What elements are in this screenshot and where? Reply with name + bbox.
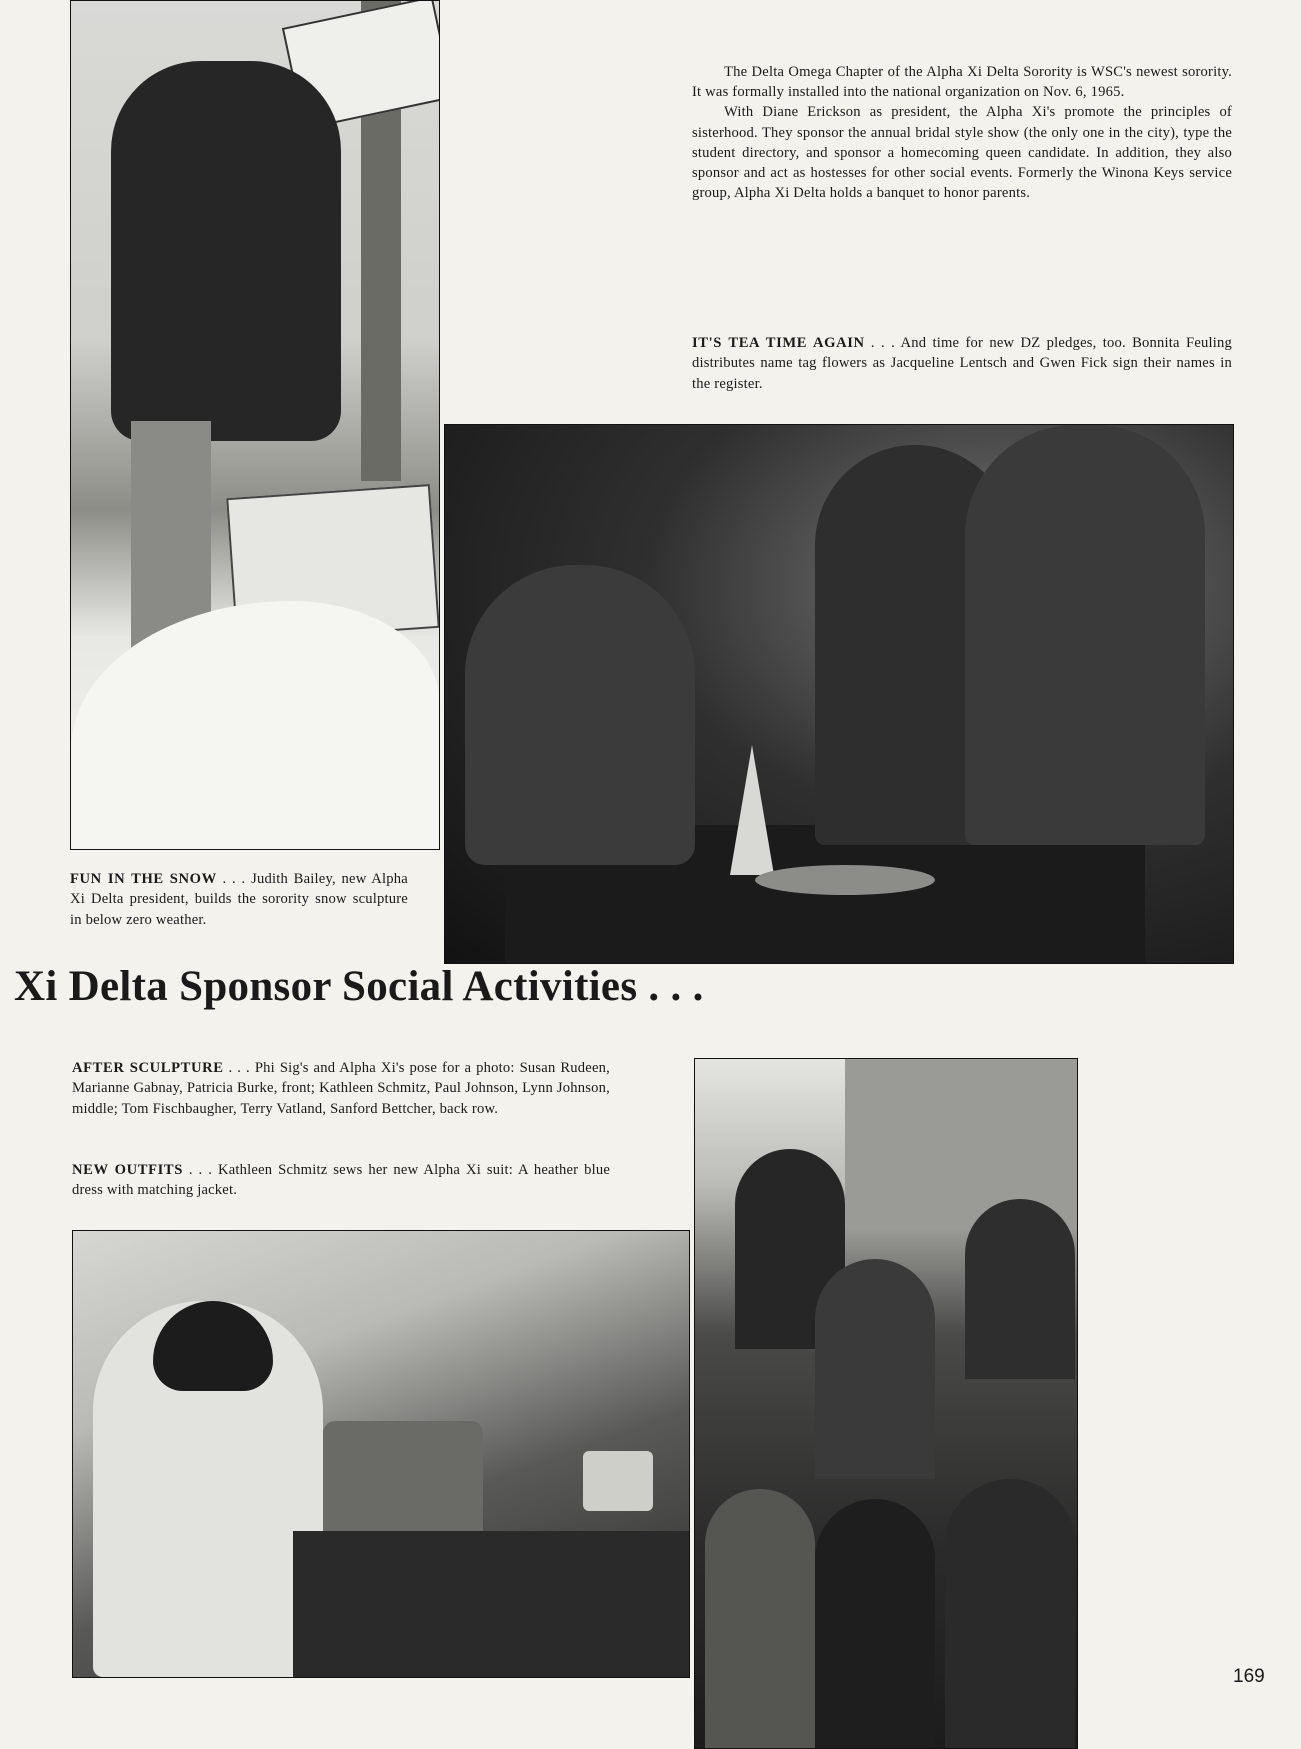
tea-time-caption-text: . . . And time for new DZ pledges, too. Bonnita Feuling distributes name tag flowers as Jacqueline Lentsch and Gwen Fick sign their names in the register. <box>692 335 1232 392</box>
new-outfits-caption <box>72 1160 610 1201</box>
intro-paragraph-2: With Diane Erickson as president, the Alpha Xi's promote the principles of sisterhood. They sponsor the annual bridal style show (the only one in the city), type the student directory, and sponsor a homecoming queen candidate. In addition, they also sponsor and act as hostesses for other social events. Formerly the Winona Keys service group, Alpha Xi Delta holds a banquet to honor parents. <box>692 104 1232 202</box>
back-row-person-2 <box>965 1199 1075 1379</box>
tea-time-photo <box>444 424 1234 964</box>
after-sculpture-caption-lead: AFTER SCULPTURE <box>72 1060 224 1076</box>
cone-centerpiece <box>730 745 774 875</box>
page-headline: Xi Delta Sponsor Social Activities . . . <box>14 963 704 1010</box>
plastic-container <box>583 1451 653 1511</box>
snow-sculpture-photo <box>70 0 440 850</box>
seated-woman <box>465 565 695 865</box>
tea-time-caption <box>692 333 1232 394</box>
after-sculpture-caption-text: . . . Phi Sig's and Alpha Xi's pose for a photo: Susan Rudeen, Marianne Gabnay, Patricia Burke, front; Kathleen Schmitz, Paul Johnson, Lynn Johnson, middle; Tom Fischbaugher, Terry Vatland, Sanford Bettcher, back row. <box>72 1060 610 1117</box>
flower-tray <box>755 865 935 895</box>
person-figure <box>111 61 341 441</box>
tea-time-caption-lead: IT'S TEA TIME AGAIN <box>692 335 865 351</box>
intro-paragraph-1: The Delta Omega Chapter of the Alpha Xi Delta Sorority is WSC's newest sorority. It was formally installed into the national organization on Nov. 6, 1965. <box>692 64 1232 101</box>
snow-caption-lead: FUN IN THE SNOW <box>70 871 217 887</box>
front-row-person-2 <box>815 1499 935 1748</box>
page-number: 169 <box>1233 1666 1265 1687</box>
middle-row-person <box>815 1259 935 1479</box>
work-table <box>293 1531 689 1677</box>
standing-woman-2 <box>965 425 1205 845</box>
after-sculpture-caption <box>72 1058 610 1119</box>
snow-mound <box>71 601 439 849</box>
sewing-photo <box>72 1230 690 1678</box>
intro-text <box>692 62 1232 203</box>
new-outfits-caption-lead: NEW OUTFITS <box>72 1162 183 1178</box>
front-row-person-3 <box>945 1479 1075 1748</box>
new-outfits-caption-text: . . . Kathleen Schmitz sews her new Alpha Xi suit: A heather blue dress with matching jacket. <box>72 1162 610 1199</box>
group-photo <box>694 1058 1078 1749</box>
snow-caption-text: . . . Judith Bailey, new Alpha Xi Delta president, builds the sorority snow sculpture in below zero weather. <box>70 871 408 928</box>
snow-caption <box>70 869 408 930</box>
front-row-person-1 <box>705 1489 815 1748</box>
